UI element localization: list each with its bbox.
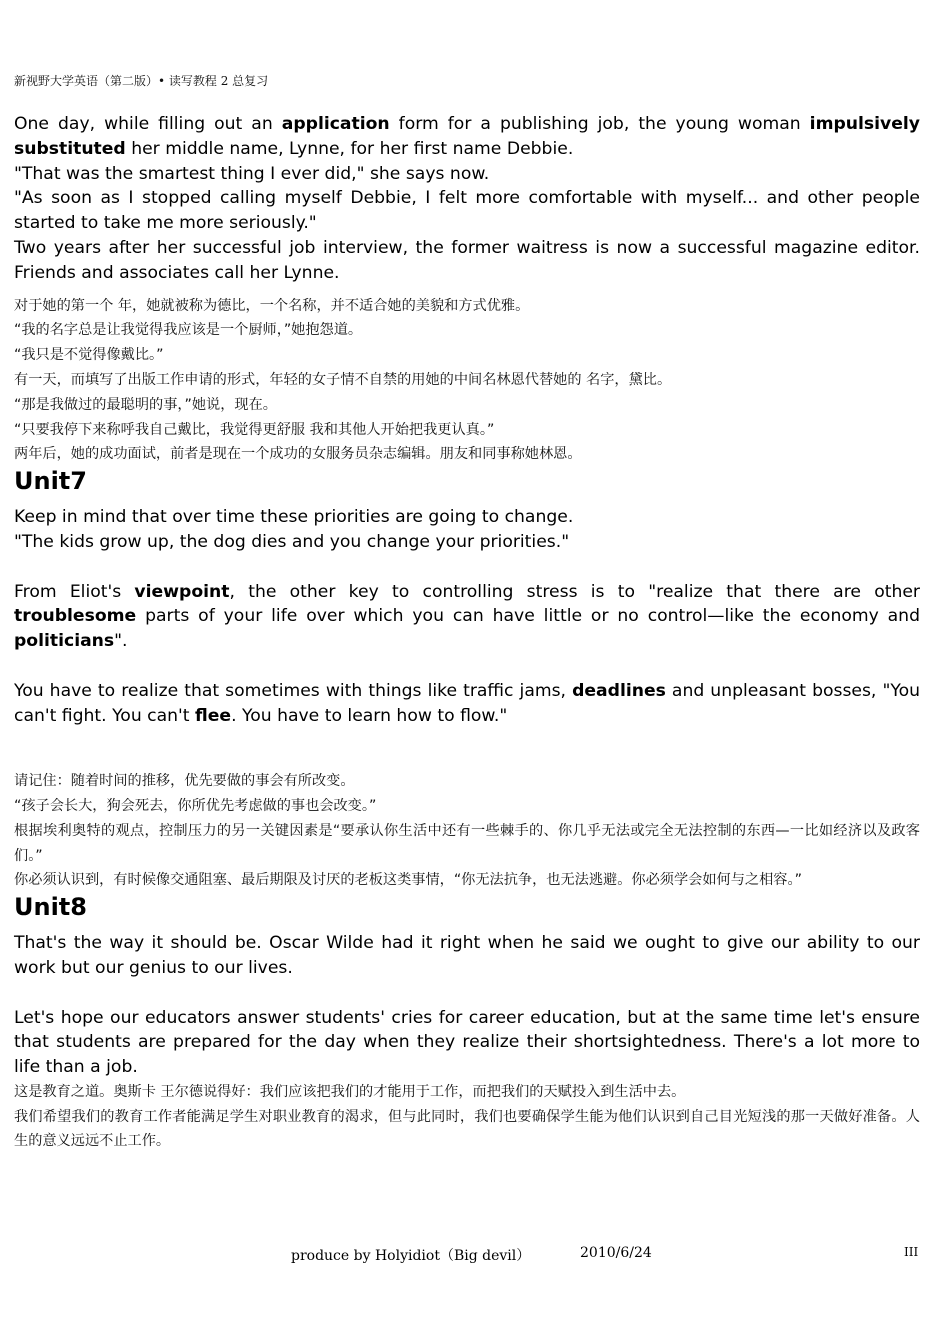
text-run: From Eliot's xyxy=(14,581,135,602)
unit8-paragraph-2 xyxy=(14,1006,920,1080)
chinese-line: 两年后，她的成功面试，前者是现在一个成功的女服务员杂志编辑。朋友和同事称她林恩。 xyxy=(14,446,582,463)
text-run: "The kids grow up, the dog dies and you change your priorities." xyxy=(14,531,570,552)
text-run: "As soon as I stopped calling myself Debbie, I felt more comfortable with myself... and other people started to take me more seriously." xyxy=(14,188,920,234)
english-line xyxy=(14,530,920,555)
text-run: parts of your life over which you can have little or no control—like the economy and xyxy=(136,606,920,627)
chinese-line: 这是教育之道。奥斯卡 王尔德说得好：我们应该把我们的才能用于工作，而把我们的天赋投入到生活中去。 xyxy=(14,1083,686,1100)
english-line xyxy=(14,162,920,187)
page-number: III xyxy=(904,1245,919,1259)
bold-keyword: politicians xyxy=(14,631,115,652)
text-run: One day, while filling out an xyxy=(14,114,282,134)
unit8-heading: Unit8 xyxy=(14,893,87,922)
unit7-chinese xyxy=(14,769,920,893)
bold-keyword: application xyxy=(281,114,390,134)
english-line xyxy=(14,112,920,162)
bold-keyword: troublesome xyxy=(14,606,137,627)
text-run: Keep in mind that over time these priorities are going to change. xyxy=(14,507,574,528)
text-run: Two years after her successful job interview, the former waitress is now a successful magazine editor. Friends and associates call her Lynne. xyxy=(14,237,920,283)
text-run: and unpleasant bosses, "You can't fight. You can't xyxy=(14,680,920,726)
unit7-paragraph-2 xyxy=(14,580,920,654)
english-line xyxy=(14,679,920,729)
text-run: her middle name, Lynne, for her first name Debbie. xyxy=(125,138,574,159)
english-line xyxy=(14,1006,920,1080)
chinese-line: “孩子会长大，狗会死去，你所优先考虑做的事也会改变。” xyxy=(14,797,377,814)
english-line xyxy=(14,236,920,286)
footer-date: 2010/6/24 xyxy=(580,1245,652,1261)
unit7-heading: Unit7 xyxy=(14,467,87,496)
text-run: That's the way it should be. Oscar Wilde had it right when he said we ought to give our ability to our work but our genius to our lives. xyxy=(14,933,920,978)
chinese-line: 有一天，而填写了出版工作申请的形式，年轻的女子情不自禁的用她的中间名林恩代替她的 名字，黛比。 xyxy=(14,371,672,388)
text-run: , the other key to controlling stress is to "realize that there are other xyxy=(229,581,920,602)
page-header: 新视野大学英语（第二版）• 读写教程 2 总复习 xyxy=(14,74,269,88)
section-a-english xyxy=(14,112,920,286)
chinese-line: 请记住：随着时间的推移，优先要做的事会有所改变。 xyxy=(14,773,355,790)
text-run: ". xyxy=(114,631,128,652)
bold-keyword: deadlines xyxy=(572,680,666,701)
english-line xyxy=(14,186,920,236)
chinese-line: “我的名字总是让我觉得我应该是一个厨师，”她抱怨道。 xyxy=(14,322,363,339)
bold-keyword: flee xyxy=(195,705,232,726)
text-run: Let's hope our educators answer students' cries for career education, but at the same time let's ensure that students are prepared for the day when they realize their shortsightedness. There's a lot more to life than a job. xyxy=(14,1007,920,1078)
english-line xyxy=(14,931,920,981)
english-line xyxy=(14,580,920,654)
section-a-chinese xyxy=(14,294,920,468)
unit8-paragraph-1 xyxy=(14,931,920,981)
text-run: You have to realize that sometimes with things like traffic jams, xyxy=(14,680,573,701)
chinese-line: 根据埃利奥特的观点，控制压力的另一关键因素是“要承认你生活中还有一些棘手的、你几乎无法或完全无法控制的东西—一比如经济以及政客们。” xyxy=(14,822,920,864)
unit8-chinese xyxy=(14,1080,920,1154)
unit7-paragraph-1 xyxy=(14,505,920,555)
chinese-line: “只要我停下来称呼我自己戴比，我觉得更舒服 我和其他人开始把我更认真。” xyxy=(14,421,495,438)
page-content xyxy=(14,112,920,1154)
bold-keyword: impulsively substituted xyxy=(14,114,920,159)
chinese-line: “我只是不觉得像戴比。” xyxy=(14,347,164,364)
chinese-line: “那是我做过的最聪明的事，”她说，现在。 xyxy=(14,396,277,413)
text-run: form for a publishing job, the young woman xyxy=(389,114,810,134)
chinese-line: 你必须认识到，有时候像交通阻塞、最后期限及讨厌的老板这类事情，“你无法抗争，也无法逃避。你必须学会如何与之相容。” xyxy=(14,872,802,889)
english-line xyxy=(14,505,920,530)
chinese-line: 我们希望我们的教育工作者能满足学生对职业教育的渴求，但与此同时，我们也要确保学生能为他们认识到自己目光短浅的那一天做好准备。人生的意义远远不止工作。 xyxy=(14,1108,920,1150)
footer-credit: produce by Holyidiot（Big devil） xyxy=(291,1248,531,1264)
bold-keyword: viewpoint xyxy=(134,581,230,602)
unit7-paragraph-3 xyxy=(14,679,920,729)
text-run: . You have to learn how to flow." xyxy=(231,705,508,726)
text-run: "That was the smartest thing I ever did," she says now. xyxy=(14,163,490,184)
chinese-line: 对于她的第一个 年，她就被称为德比，一个名称，并不适合她的美貌和方式优雅。 xyxy=(14,297,530,314)
